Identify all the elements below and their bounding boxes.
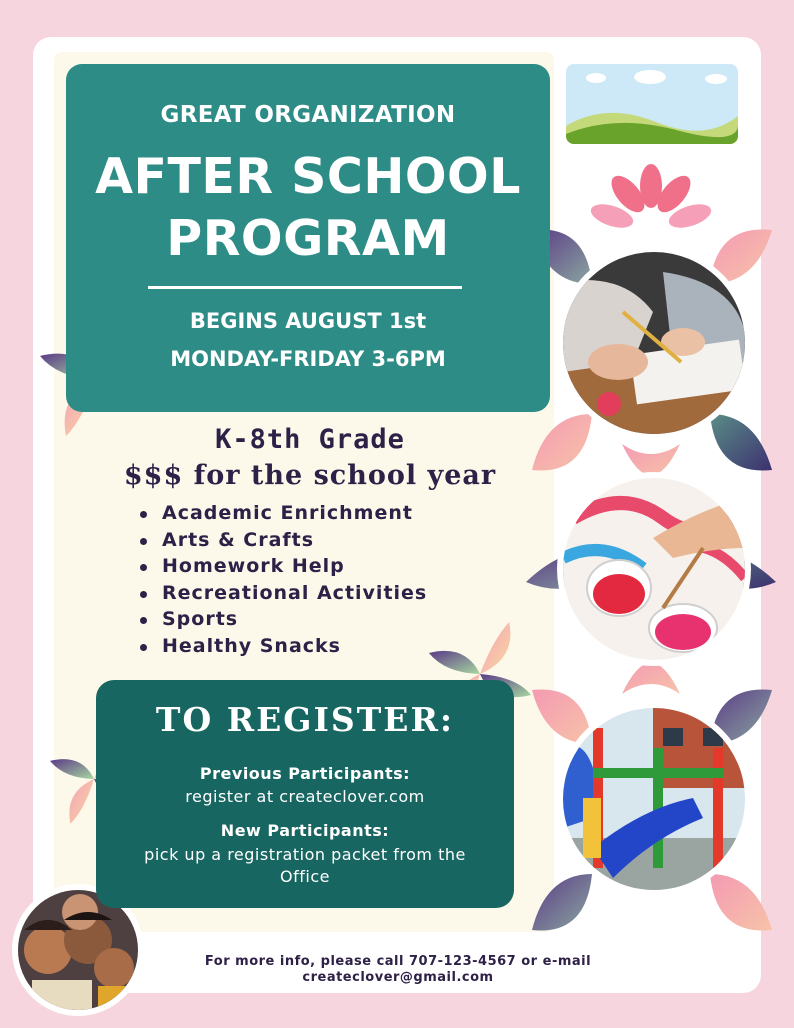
previous-participants-text: register at createclover.com [185,787,425,806]
landscape-icon [566,64,738,144]
title-line-1: AFTER SCHOOL [95,148,521,205]
cost-line: $$$ for the school year [123,460,497,491]
activities-list [138,500,427,659]
hero-banner [66,64,550,412]
contact-line-1: For more info, please call 707-123-4567 or e-mail [204,954,592,969]
register-box [96,680,514,908]
playground-photo [557,702,751,896]
start-date: BEGINS AUGUST 1st [189,309,427,333]
list-item: Arts & Crafts [138,527,427,554]
playground-image [563,708,745,890]
list-item: Academic Enrichment [138,500,427,527]
homework-photo [557,246,751,440]
title-line-2: PROGRAM [166,210,450,267]
list-item: Sports [138,606,427,633]
painting-image [563,478,745,660]
previous-participants-label: Previous Participants: [199,764,411,783]
contact-email: createclover@gmail.com [302,970,494,985]
list-item: Homework Help [138,553,427,580]
painting-photo [557,472,751,666]
divider [148,286,462,289]
contact-info [170,954,626,986]
schedule: MONDAY-FRIDAY 3-6PM [170,347,446,371]
homework-image [563,252,745,434]
grade-range: K-8th Grade [215,424,405,455]
list-item: Healthy Snacks [138,633,427,660]
new-participants-label: New Participants: [220,821,390,840]
register-title: TO REGISTER: [155,700,455,739]
organization-name: GREAT ORGANIZATION [160,102,456,128]
new-participants-text: pick up a registration packet from the Office [144,845,466,886]
kids-image [18,890,138,1010]
program-title [66,146,550,270]
list-item: Recreational Activities [138,580,427,607]
